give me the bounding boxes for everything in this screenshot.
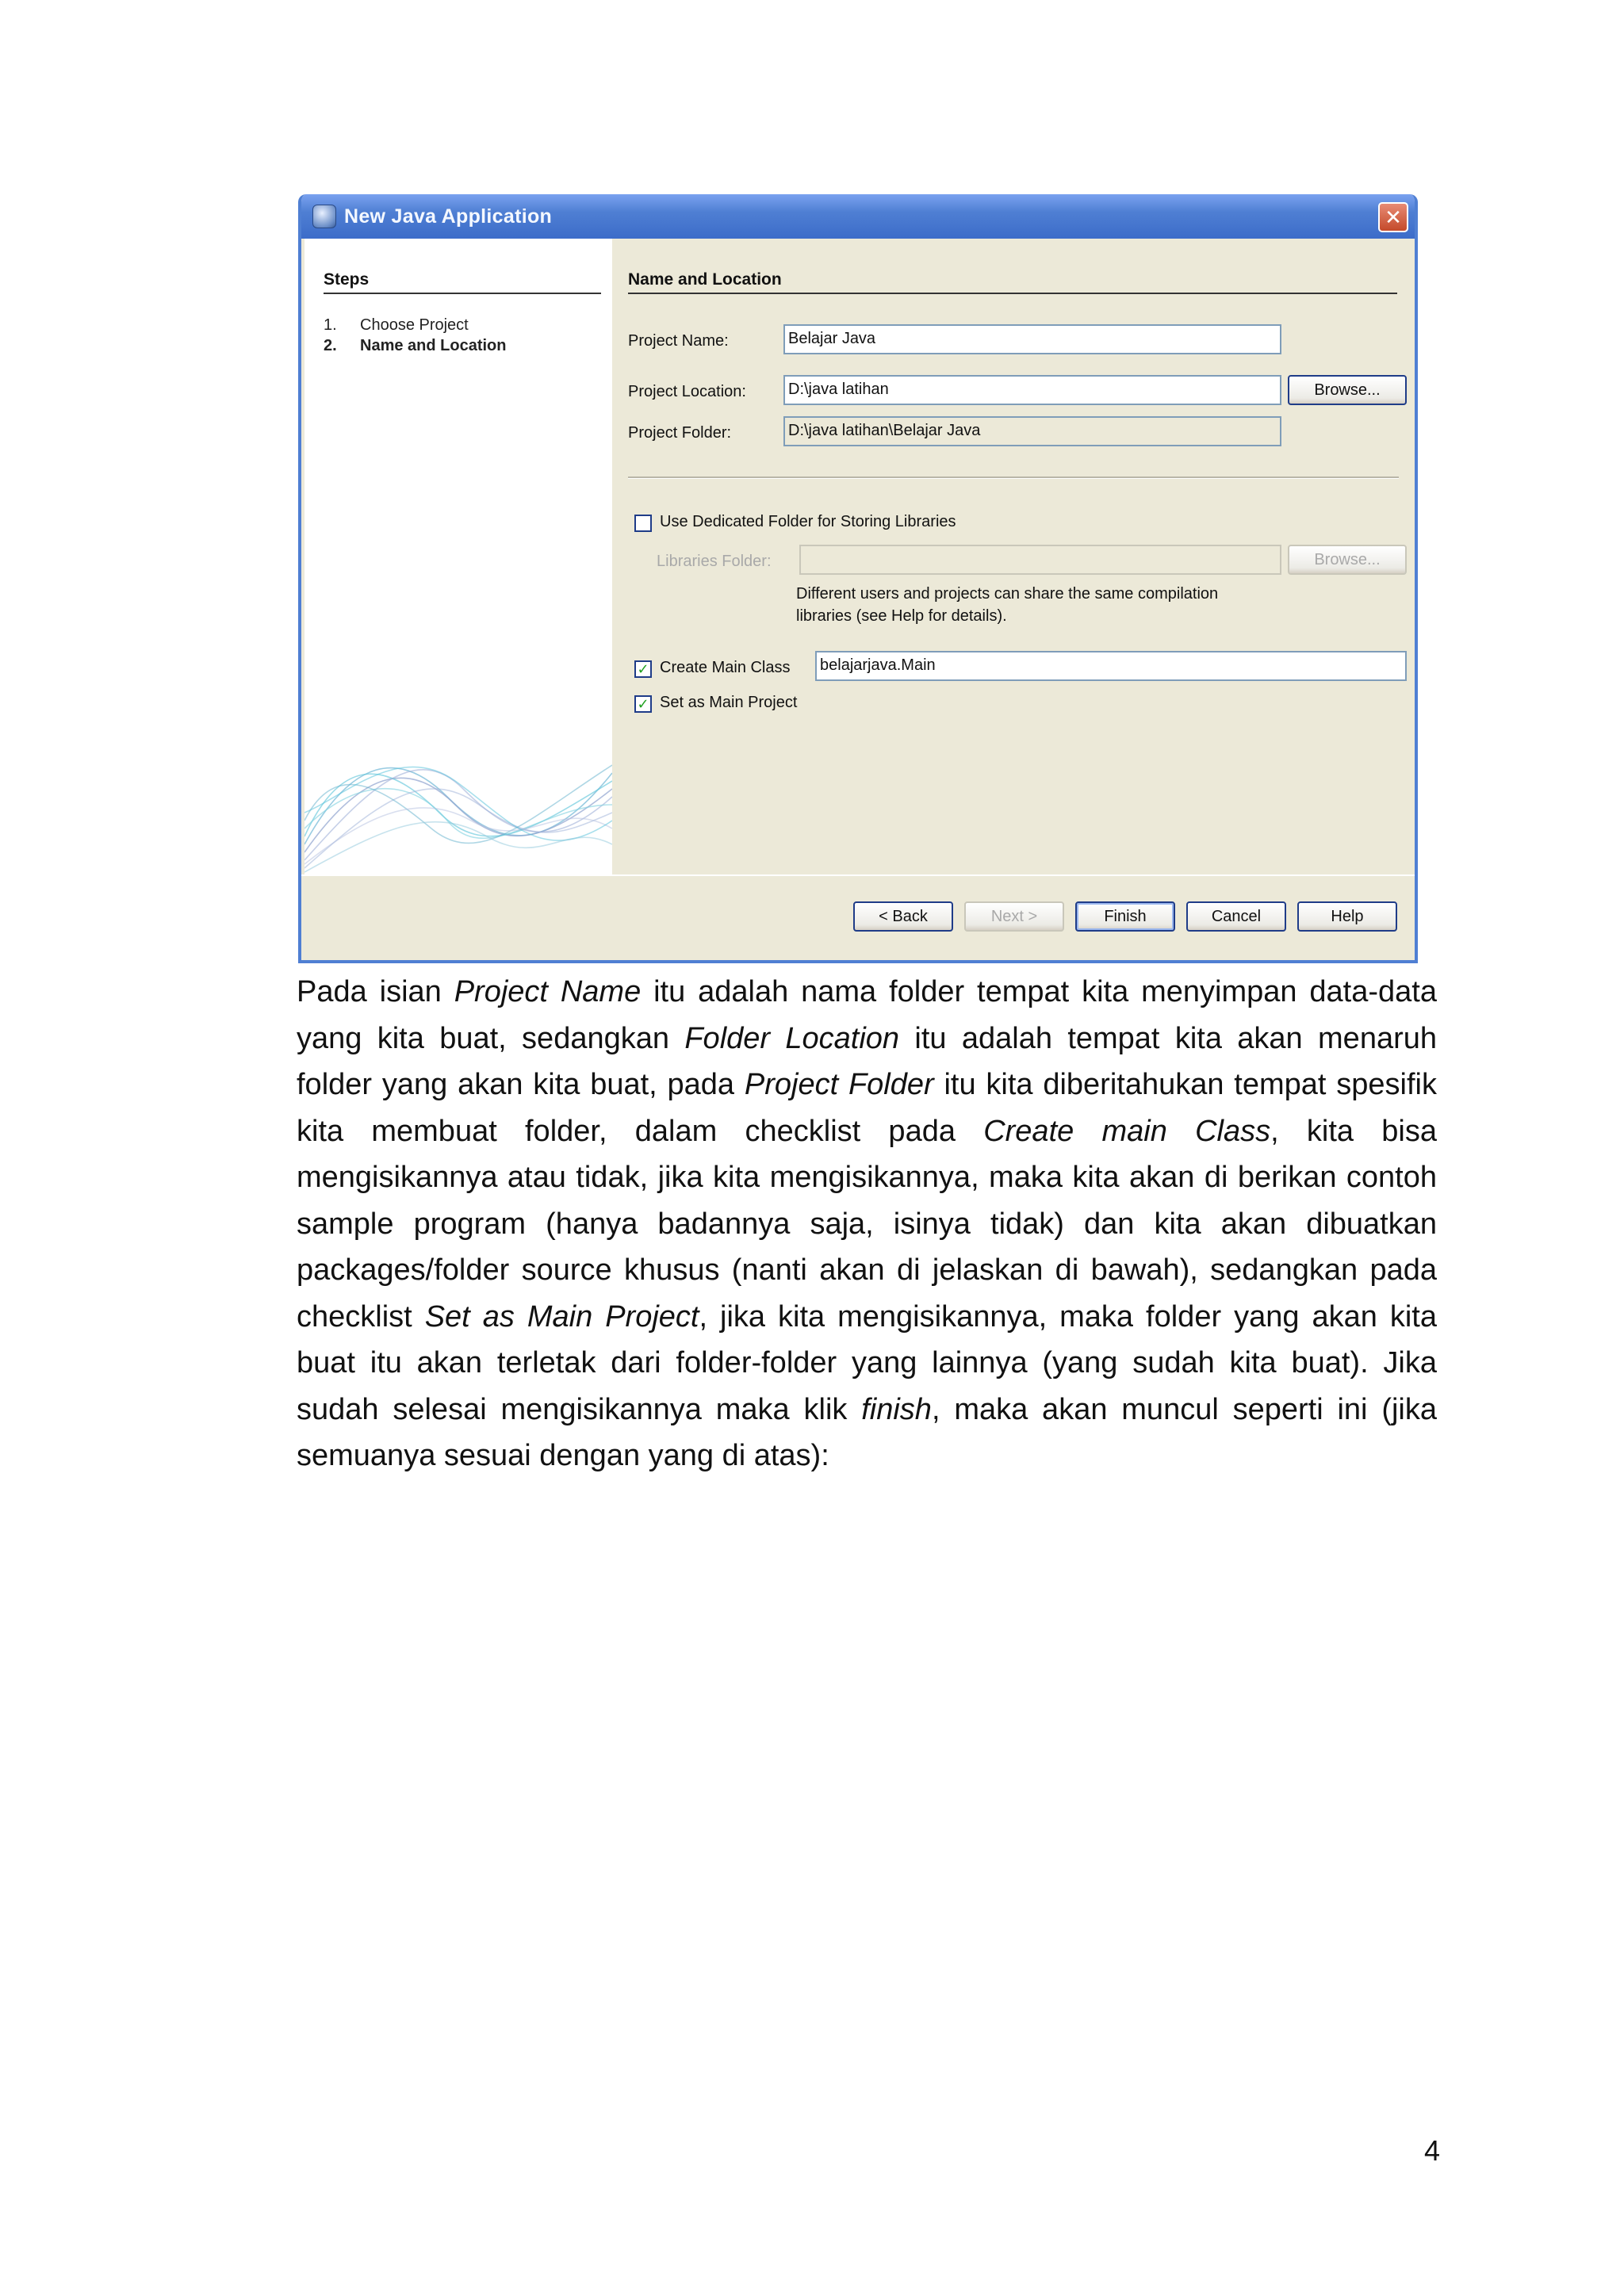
term-finish: finish xyxy=(861,1392,932,1426)
dialog-title: New Java Application xyxy=(344,205,553,228)
create-main-class-checkbox[interactable] xyxy=(634,660,652,678)
text-run: , jika kita mengisikannya, maka folder yang akan kita buat itu akan terletak dari folder-folder yang lainnya (yang sudah kita buat). Jika sudah selesai mengisikannya maka klik xyxy=(297,1299,1437,1426)
checkmark-icon: ✓ xyxy=(637,661,649,677)
main-class-input[interactable]: belajarjava.Main xyxy=(815,651,1407,681)
project-name-input[interactable]: Belajar Java xyxy=(783,324,1281,354)
help-button[interactable]: Help xyxy=(1297,901,1397,932)
text-run: , kita bisa mengisikannya atau tidak, jika kita mengisikannya, maka kita akan di berikan contoh sample program (hanya badannya saja, isinya tidak) dan kita akan dibuatkan packages/folder source khusus (nanti akan di jelaskan di bawah), sedangkan pada checklist xyxy=(297,1114,1437,1334)
checkmark-icon: ✓ xyxy=(637,696,649,712)
close-icon: ✕ xyxy=(1385,205,1402,229)
separator xyxy=(628,476,1399,479)
decorative-wave-graphic xyxy=(304,725,612,876)
step-number: 1. xyxy=(324,316,337,334)
button-bar xyxy=(301,874,1415,960)
term-create-main-class: Create main Class xyxy=(983,1114,1271,1148)
set-main-project-checkbox[interactable] xyxy=(634,695,652,713)
close-button[interactable] xyxy=(1378,202,1408,232)
libraries-note-line: libraries (see Help for details). xyxy=(796,607,1007,625)
back-button[interactable]: < Back xyxy=(853,901,953,932)
step-name-and-location xyxy=(324,337,506,355)
steps-pane xyxy=(304,239,612,876)
step-choose-project xyxy=(324,316,469,335)
text-run: Pada isian xyxy=(297,975,454,1008)
term-folder-location: Folder Location xyxy=(684,1021,900,1055)
text-run: , maka akan muncul seperti ini (jika semuanya sesuai dengan yang di atas): xyxy=(297,1392,1437,1472)
set-main-project-label: Set as Main Project xyxy=(660,694,798,711)
project-folder-field: D:\java latihan\Belajar Java xyxy=(783,416,1281,446)
term-project-name: Project Name xyxy=(454,975,642,1008)
libraries-note xyxy=(796,583,1218,627)
name-and-location-pane xyxy=(612,239,1415,876)
project-location-label: Project Location: xyxy=(628,383,746,400)
cancel-button[interactable]: Cancel xyxy=(1186,901,1286,932)
title-bar xyxy=(301,194,1415,239)
project-folder-label: Project Folder: xyxy=(628,424,732,442)
libraries-note-line: Different users and projects can share the same compilation xyxy=(796,585,1219,603)
term-set-as-main-project: Set as Main Project xyxy=(424,1299,699,1334)
steps-heading: Steps xyxy=(324,270,601,294)
section-title: Name and Location xyxy=(628,270,1397,294)
create-main-class-label: Create Main Class xyxy=(660,659,791,676)
project-name-label: Project Name: xyxy=(628,332,729,350)
text-run: itu adalah nama folder tempat kita menyimpan data-data yang kita buat, sedangkan xyxy=(297,975,1437,1055)
netbeans-cube-icon xyxy=(312,205,336,228)
browse-location-button[interactable]: Browse... xyxy=(1288,375,1407,405)
step-label: Name and Location xyxy=(360,337,507,354)
new-java-application-dialog xyxy=(298,194,1418,963)
step-label: Choose Project xyxy=(360,316,469,334)
term-project-folder: Project Folder xyxy=(744,1068,934,1101)
body-paragraph xyxy=(297,969,1437,1479)
browse-libraries-button: Browse... xyxy=(1288,545,1407,575)
next-button: Next > xyxy=(964,901,1064,932)
finish-button[interactable]: Finish xyxy=(1075,901,1175,932)
page-number: 4 xyxy=(1423,2134,1440,2167)
text-run: itu adalah tempat kita akan menaruh folder yang akan kita buat, pada xyxy=(297,1021,1438,1101)
dedicated-folder-label: Use Dedicated Folder for Storing Libraries xyxy=(660,513,956,530)
step-number: 2. xyxy=(324,337,337,354)
text-run: itu kita diberitahukan tempat spesifik kita membuat folder, dalam checklist pada xyxy=(297,1068,1437,1148)
libraries-folder-input xyxy=(799,545,1281,575)
project-location-input[interactable]: D:\java latihan xyxy=(783,375,1281,405)
libraries-folder-label: Libraries Folder: xyxy=(657,553,772,570)
dedicated-folder-checkbox[interactable] xyxy=(634,515,652,532)
